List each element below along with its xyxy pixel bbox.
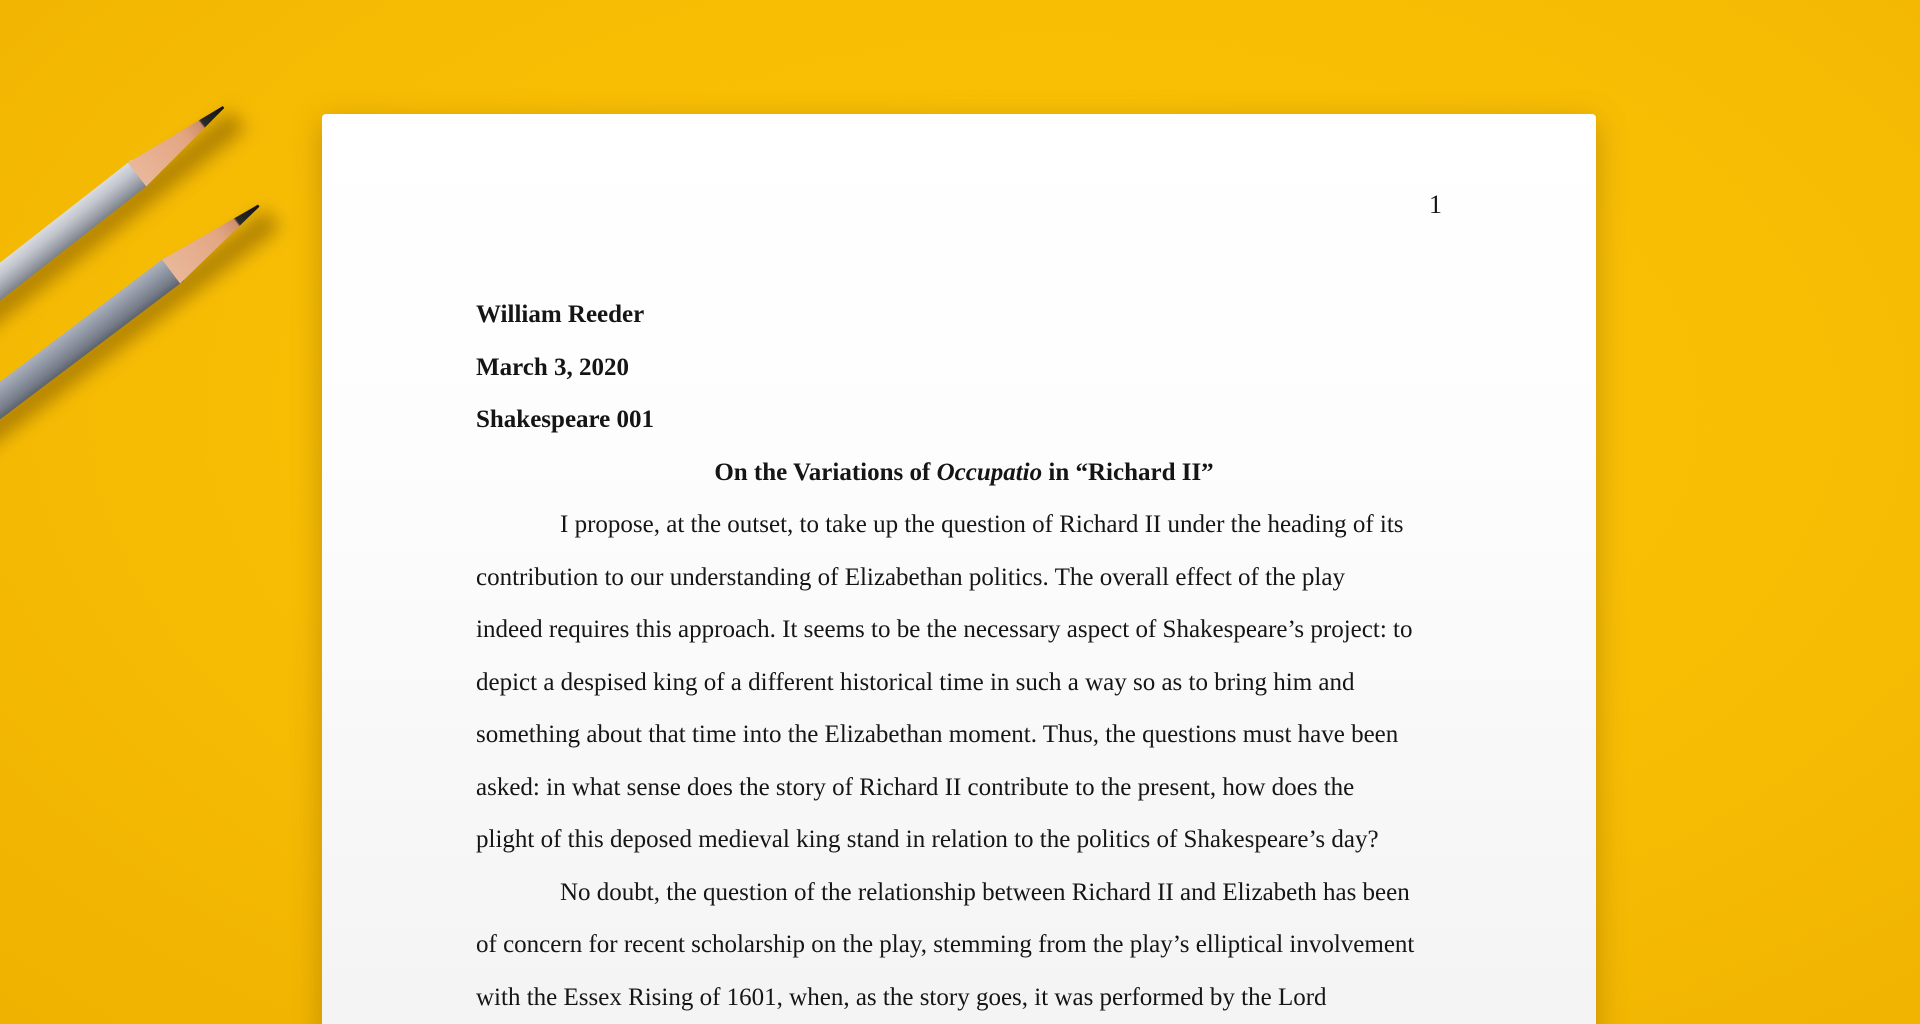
paragraph-line: something about that time into the Elizabethan moment. Thus, the questions must have been — [476, 721, 1399, 748]
document-title — [476, 447, 1452, 500]
paragraph-line: plight of this deposed medieval king stand in relation to the politics of Shakespeare’s day? — [476, 826, 1379, 853]
paragraph-line: No doubt, the question of the relationship between Richard II and Elizabeth has been — [560, 878, 1410, 906]
paragraph-line: contribution to our understanding of Elizabethan politics. The overall effect of the play — [476, 563, 1345, 591]
course-name: Shakespeare 001 — [476, 406, 655, 433]
document-date: March 3, 2020 — [476, 353, 629, 381]
paragraph-line: asked: in what sense does the story of Richard II contribute to the present, how does the — [476, 773, 1355, 801]
page-number: 1 — [1429, 190, 1442, 219]
body-paragraph-2 — [476, 867, 1452, 1024]
author-name: William Reeder — [476, 301, 645, 328]
paragraph-line: depict a despised king of a different historical time in such a way so as to bring him and — [476, 668, 1355, 696]
paragraph-line: of concern for recent scholarship on the play, stemming from the play’s elliptical involvement — [476, 931, 1415, 958]
document-page — [322, 114, 1596, 1024]
document-body — [476, 289, 1452, 1024]
body-paragraph-1 — [476, 499, 1452, 867]
paragraph-line: indeed requires this approach. It seems to be the necessary aspect of Shakespeare’s project: to — [476, 616, 1413, 643]
paragraph-line: I propose, at the outset, to take up the question of Richard II under the heading of its — [560, 511, 1404, 538]
title-suffix: in “Richard II” — [1042, 458, 1214, 486]
paragraph-line: with the Essex Rising of 1601, when, as the story goes, it was performed by the Lord — [476, 983, 1327, 1011]
title-prefix: On the Variations of — [714, 458, 937, 486]
title-italic-word: Occupatio — [936, 458, 1043, 486]
